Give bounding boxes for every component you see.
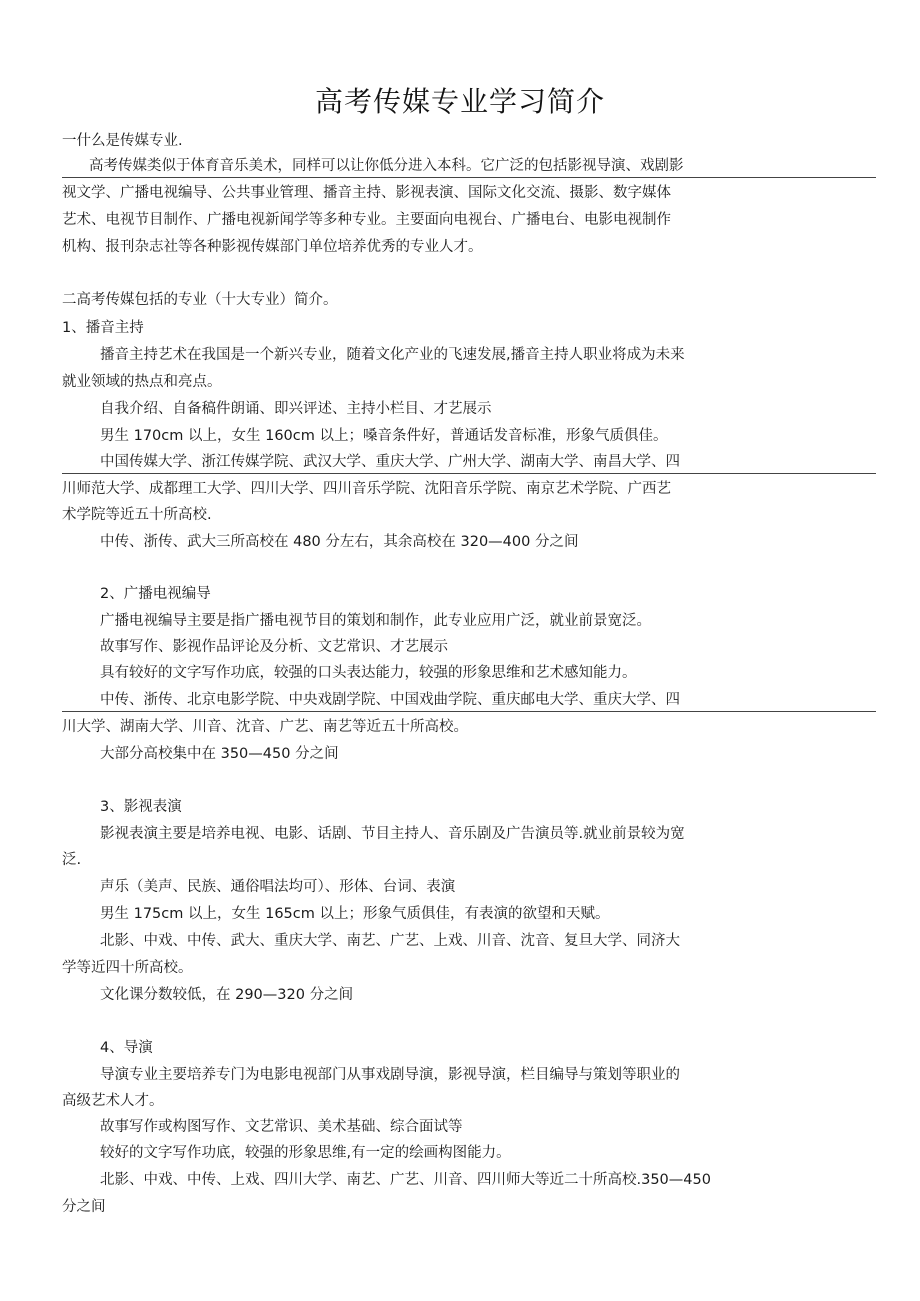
paragraph-line: 广播电视编导主要是指广播电视节目的策划和制作，此专业应用广泛，就业前景宽泛。 [100,613,651,629]
paragraph-line: 中传、浙传、武大三所高校在 480 分左右，其余高校在 320—400 分之间 [100,534,579,550]
paragraph-line: 较好的文字写作功底，较强的形象思维,有一定的绘画构图能力。 [100,1145,511,1161]
major-heading: 2、广播电视编导 [100,586,211,602]
paragraph-line: 学等近四十所高校。 [62,960,193,976]
paragraph-line: 声乐（美声、民族、通俗唱法均可）、形体、台词、表演 [100,879,456,895]
paragraph-line: 影视表演主要是培养电视、电影、话剧、节目主持人、音乐剧及广告演员等.就业前景较为宽 [100,826,685,842]
paragraph-line: 故事写作、影视作品评论及分析、文艺常识、才艺展示 [100,639,448,655]
paragraph-line: 北影、中戏、中传、武大、重庆大学、南艺、广艺、上戏、川音、沈音、复旦大学、同济大 [100,933,680,949]
paragraph-line: 播音主持艺术在我国是一个新兴专业，随着文化产业的飞速发展,播音主持人职业将成为未来 [100,347,685,363]
paragraph-line: 川大学、湖南大学、川音、沈音、广艺、南艺等近五十所高校。 [62,719,468,735]
section-1-heading: 一什么是传媒专业. [62,133,183,149]
paragraph-line: 男生 170cm 以上，女生 160cm 以上；嗓音条件好，普通话发音标准，形象气质俱佳。 [100,428,668,444]
major-heading: 3、影视表演 [100,799,182,815]
paragraph-line: 具有较好的文字写作功底，较强的口头表达能力，较强的形象思维和艺术感知能力。 [100,665,637,681]
paragraph-line: 自我介绍、自备稿件朗诵、即兴评述、主持小栏目、才艺展示 [100,401,492,417]
paragraph-line: 文化课分数较低，在 290—320 分之间 [100,987,354,1003]
paragraph-line: 艺术、电视节目制作、广播电视新闻学等多种专业。主要面向电视台、广播电台、电影电视制作 [62,212,671,228]
paragraph-line: 导演专业主要培养专门为电影电视部门从事戏剧导演，影视导演，栏目编导与策划等职业的 [100,1067,680,1083]
paragraph-line: 机构、报刊杂志社等各种影视传媒部门单位培养优秀的专业人才。 [62,239,483,255]
paragraph-line: 就业领域的热点和亮点。 [62,374,222,390]
underline-rule [62,473,876,474]
underline-rule [62,711,876,712]
page-title: 高考传媒专业学习简介 [314,85,605,118]
paragraph-line: 川师范大学、成都理工大学、四川大学、四川音乐学院、沈阳音乐学院、南京艺术学院、广西艺 [62,481,671,497]
major-heading: 4、导演 [100,1040,153,1056]
paragraph-line: 大部分高校集中在 350—450 分之间 [100,746,339,762]
paragraph-line: 故事写作或构图写作、文艺常识、美术基础、综合面试等 [100,1119,463,1135]
paragraph-line: 中国传媒大学、浙江传媒学院、武汉大学、重庆大学、广州大学、湖南大学、南昌大学、四 [100,454,680,470]
paragraph-line: 中传、浙传、北京电影学院、中央戏剧学院、中国戏曲学院、重庆邮电大学、重庆大学、四 [100,692,680,708]
paragraph-line: 视文学、广播电视编导、公共事业管理、播音主持、影视表演、国际文化交流、摄影、数字媒体 [62,185,671,201]
paragraph-line: 分之间 [62,1199,106,1215]
paragraph-line: 术学院等近五十所高校. [62,507,212,523]
major-heading: 1、播音主持 [62,320,144,336]
section-2-heading: 二高考传媒包括的专业（十大专业）简介。 [62,292,338,308]
underline-rule [62,177,876,178]
paragraph-line: 高考传媒类似于体育音乐美术，同样可以让你低分进入本科。它广泛的包括影视导演、戏剧影 [89,158,684,174]
paragraph-line: 高级艺术人才。 [62,1093,164,1109]
paragraph-line: 男生 175cm 以上，女生 165cm 以上；形象气质俱佳，有表演的欲望和天赋。 [100,906,610,922]
paragraph-line: 北影、中戏、中传、上戏、四川大学、南艺、广艺、川音、四川师大等近二十所高校.350—450 [100,1172,711,1188]
paragraph-line: 泛. [62,852,82,868]
